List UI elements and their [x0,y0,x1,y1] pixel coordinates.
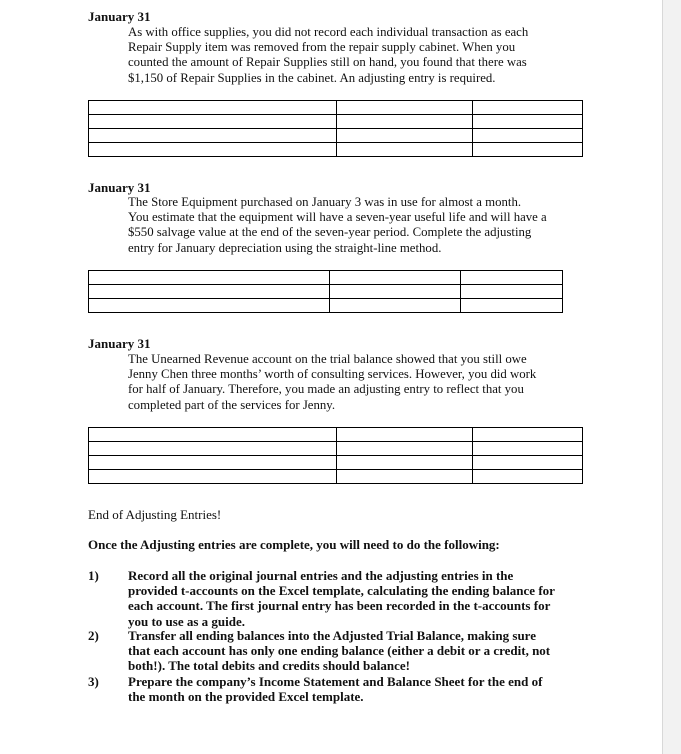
paragraph-line: for half of January. Therefore, you made an adjusting entry to reflect that you [128,382,524,397]
step-line: you to use as a guide. [128,613,246,629]
table-row [89,299,563,313]
journal-cell[interactable] [473,456,583,470]
journal-cell[interactable] [337,456,473,470]
journal-cell[interactable] [330,299,461,313]
journal-entry-table-1[interactable] [88,100,583,157]
table-row [89,271,563,285]
step-line: Prepare the company’s Income Statement and Balance Sheet for the end of [128,674,543,689]
journal-cell[interactable] [461,271,563,285]
journal-cell[interactable] [89,143,337,157]
journal-entry-table-3[interactable] [88,427,583,484]
journal-cell[interactable] [337,115,473,129]
step-1-text [128,568,555,629]
journal-cell[interactable] [89,456,337,470]
paragraph-line: Repair Supply item was removed from the repair supply cabinet. When you [128,40,516,55]
paragraph-line: $1,150 of Repair Supplies in the cabinet. An adjusting entry is required. [128,70,496,85]
step-line: Record all the original journal entries and the adjusting entries in the [128,568,514,583]
section-2-paragraph [128,195,547,256]
journal-cell[interactable] [89,428,337,442]
paragraph-line: The Unearned Revenue account on the trial balance showed that you still owe [128,352,527,366]
journal-cell[interactable] [337,428,473,442]
paragraph-line: The Store Equipment purchased on January 3 was in use for almost a month. [128,195,522,209]
journal-cell[interactable] [473,129,583,143]
step-line: provided t-accounts on the Excel template, calculating the ending balance for [128,583,555,599]
section-1-date: January 31 [88,9,151,24]
journal-cell[interactable] [89,285,330,299]
end-note: End of Adjusting Entries! [88,507,222,522]
table-row [89,101,583,115]
table-row [89,456,583,470]
step-3-text [128,674,542,704]
journal-cell[interactable] [473,470,583,484]
step-3-number: 3) [88,674,99,689]
journal-cell[interactable] [89,271,330,285]
step-2-number: 2) [88,628,99,643]
table-row [89,442,583,456]
instructions-heading: Once the Adjusting entries are complete, you will need to do the following: [88,537,500,552]
step-line: each account. The first journal entry has been recorded in the t-accounts for [128,598,551,614]
step-1-number: 1) [88,568,99,583]
journal-cell[interactable] [89,129,337,143]
paragraph-line: $550 salvage value at the end of the seven-year period. Complete the adjusting [128,225,532,240]
journal-cell[interactable] [473,101,583,115]
table-row [89,285,563,299]
journal-cell[interactable] [330,285,461,299]
journal-cell[interactable] [89,442,337,456]
journal-cell[interactable] [461,299,563,313]
paragraph-line: As with office supplies, you did not record each individual transaction as each [128,25,529,39]
journal-cell[interactable] [89,115,337,129]
journal-cell[interactable] [473,143,583,157]
journal-cell[interactable] [337,101,473,115]
table-row [89,129,583,143]
journal-cell[interactable] [337,143,473,157]
journal-entry-table-2[interactable] [88,270,563,313]
section-1-paragraph [128,25,528,86]
table-row [89,428,583,442]
paragraph-line: entry for January depreciation using the straight-line method. [128,240,442,255]
paragraph-line: counted the amount of Repair Supplies still on hand, you found that there was [128,55,527,70]
journal-cell[interactable] [330,271,461,285]
journal-cell[interactable] [473,442,583,456]
table-row [89,470,583,484]
step-line: both!). The total debits and credits should balance! [128,658,410,674]
section-3-paragraph [128,352,536,413]
section-2-date: January 31 [88,180,151,195]
step-2-text [128,628,550,674]
journal-cell[interactable] [337,129,473,143]
scrollbar-track[interactable] [662,0,681,754]
table-row [89,143,583,157]
journal-cell[interactable] [337,442,473,456]
journal-cell[interactable] [89,101,337,115]
section-3-date: January 31 [88,336,151,351]
table-row [89,115,583,129]
journal-cell[interactable] [473,428,583,442]
journal-cell[interactable] [89,299,330,313]
journal-cell[interactable] [337,470,473,484]
journal-cell[interactable] [461,285,563,299]
journal-cell[interactable] [473,115,583,129]
paragraph-line: You estimate that the equipment will have a seven-year useful life and will have a [128,210,547,225]
paragraph-line: completed part of the services for Jenny. [128,397,336,412]
step-line: that each account has only one ending balance (either a debit or a credit, not [128,643,551,659]
journal-cell[interactable] [89,470,337,484]
step-line: the month on the provided Excel template. [128,689,364,705]
step-line: Transfer all ending balances into the Adjusted Trial Balance, making sure [128,628,536,643]
paragraph-line: Jenny Chen three months’ worth of consulting services. However, you did work [128,367,537,382]
